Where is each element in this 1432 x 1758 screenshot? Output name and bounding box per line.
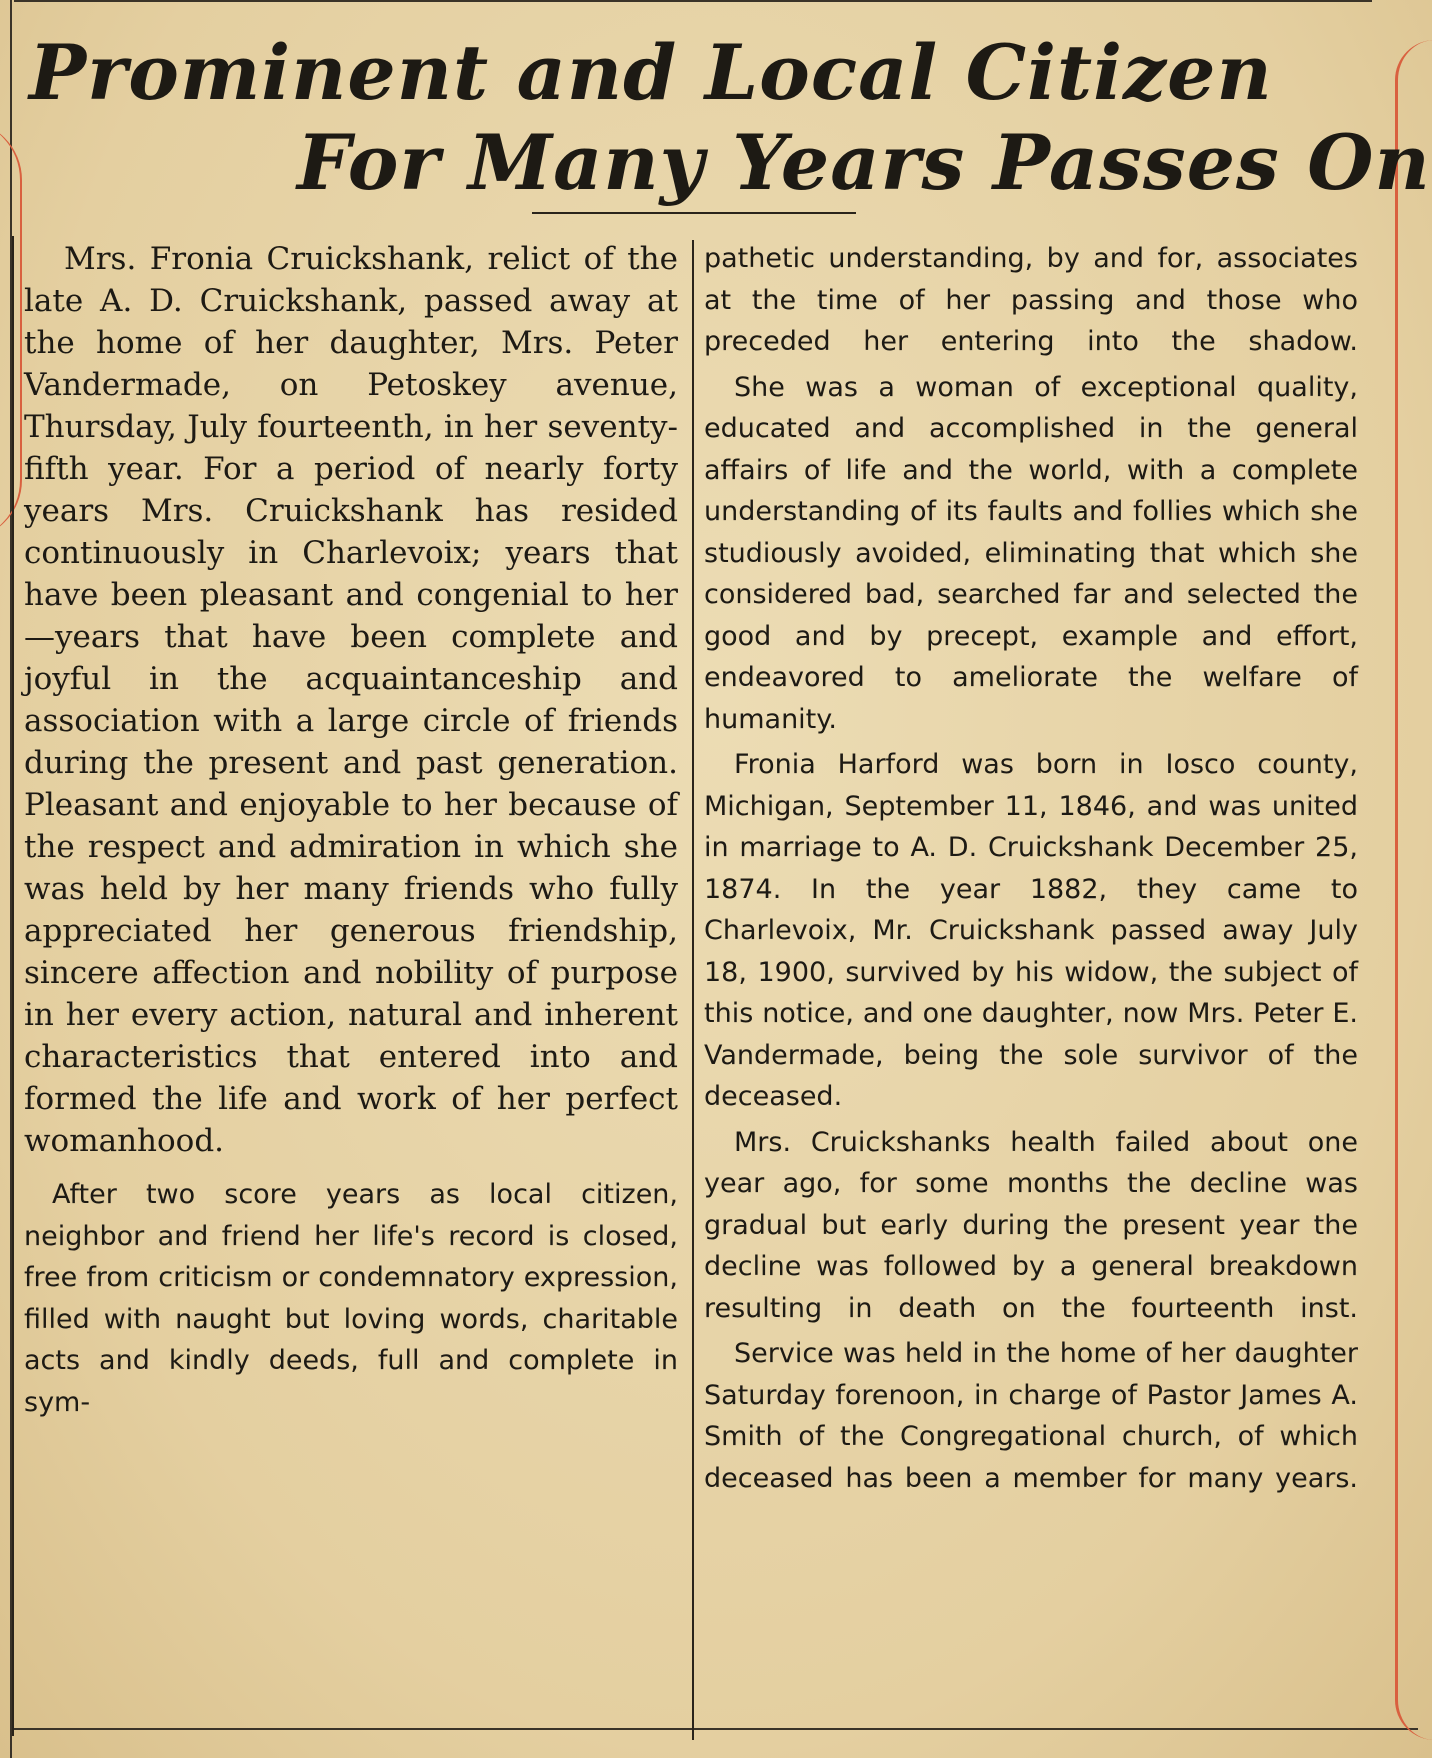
headline-line-1: Prominent and Local Citizen <box>29 28 1273 117</box>
column-divider <box>692 240 694 1740</box>
article-paragraph: pathetic understanding, by and for, associates at the time of her passing and those who preceded her entering into the shadow. <box>704 243 1358 357</box>
headline-rule <box>532 212 856 214</box>
column-left-rule <box>12 236 14 1736</box>
article-paragraph: Mrs. Cruickshanks health failed about one year ago, for some months the decline was gradual but early during the present year the decline was followed by a general breakdown resulting in death on the fourteenth inst. <box>704 1126 1358 1324</box>
column-right <box>704 238 1358 1499</box>
article-paragraph: After two score years as local citizen, neighbor and friend her life's record is closed, free from criticism or condemnatory expression, filled with naught but loving words, charitable acts and kindly deeds, full and complete in sym- <box>24 1179 678 1418</box>
article-paragraph: Service was held in the home of her daughter Saturday forenoon, in charge of Pastor James A. Smith of the Congregational church, of which deceased has been a member for many years. <box>704 1338 1358 1494</box>
column-left <box>24 238 678 1423</box>
clipping-top-border <box>14 0 1372 2</box>
red-pencil-mark-right <box>1395 40 1432 1740</box>
headline-line-2: For Many Years Passes On <box>297 118 1431 207</box>
article-paragraph: Mrs. Fronia Cruickshank, relict of the late A. D. Cruickshank, passed away at the home of her daughter, Mrs. Peter Vandermade, on Petoskey avenue, Thursday, July fourteenth, in her seventy-fifth year. For a period of nearly forty years Mrs. Cruickshank has resided continuously in Charlevoix; years that have been pleasant and congenial to her—years that have been complete and joyful in the acquaintanceship and association with a large circle of friends during the present and past generation. Pleasant and enjoyable to her because of the respect and admiration in which she was held by her many friends who fully appreciated her generous friendship, sincere affection and nobility of purpose in her every action, natural and inherent characteristics that entered into and formed the life and work of her perfect womanhood. <box>24 241 678 1159</box>
article-paragraph: She was a woman of exceptional quality, educated and accomplished in the general affairs of life and the world, with a complete understanding of its faults and follies which she studiously avoided, eliminating that which she considered bad, searched far and selected the good and by precept, example and effort, endeavored to ameliorate the welfare of humanity. <box>704 371 1358 735</box>
clipping-bottom-border <box>14 1728 1418 1730</box>
article-paragraph: Fronia Harford was born in Iosco county, Michigan, September 11, 1846, and was united in marriage to A. D. Cruickshank December 25, 1874. In the year 1882, they came to Charlevoix, Mr. Cruickshank passed away July 18, 1900, survived by his widow, the subject of this notice, and one daughter, now Mrs. Peter E. Vandermade, being the sole survivor of the deceased. <box>704 749 1358 1112</box>
red-pencil-mark-left <box>0 120 22 540</box>
